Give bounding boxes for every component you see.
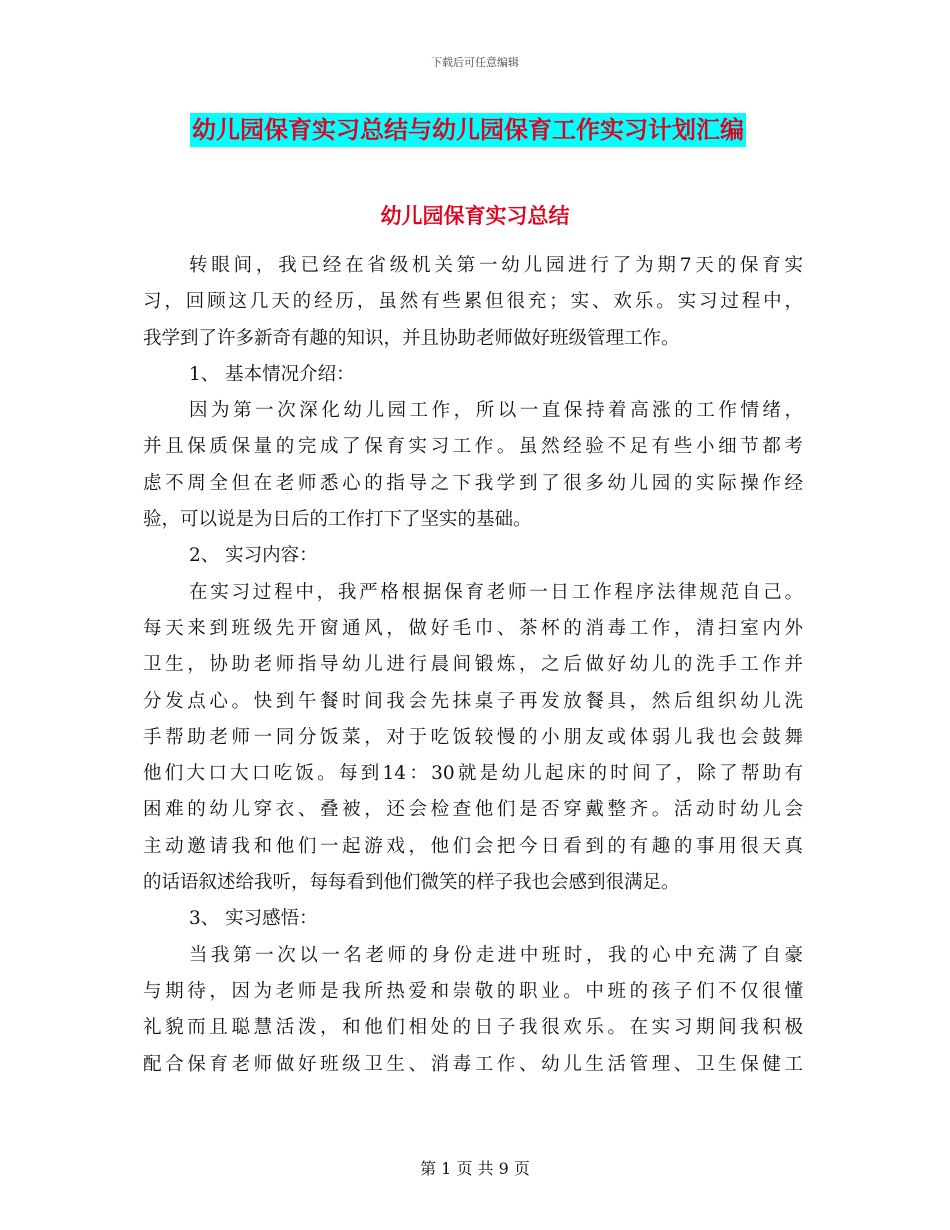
document-title: 幼儿园保育实习总结与幼儿园保育工作实习计划汇编 (190, 113, 746, 147)
paragraph-line: 卫生，协助老师指导幼儿进行晨间锻炼，之后做好幼儿的洗手工作并 (143, 654, 803, 676)
paragraph-line: 在实习过程中，我严格根据保育老师一日工作程序法律规范自己。 (189, 581, 803, 603)
list-heading: 2、 实习内容： (189, 545, 318, 567)
paragraph-line: 主动邀请我和他们一起游戏，他们会把今日看到的有趣的事用很天真 (143, 835, 803, 857)
paragraph-line: 手帮助老师一同分饭菜，对于吃饭较慢的小朋友或体弱儿我也会鼓舞 (143, 726, 803, 748)
page-footer: 第 1 页 共 9 页 (420, 1159, 530, 1178)
section-title: 幼儿园保育实习总结 (380, 203, 570, 228)
list-heading: 3、 实习感悟： (189, 908, 318, 930)
paragraph-line: 与期待，因为老师是我所热爱和崇敬的职业。中班的孩子们不仅很懂 (143, 980, 803, 1002)
paragraph-line: 虑不周全但在老师悉心的指导之下我学到了很多幼儿园的实际操作经 (143, 472, 803, 494)
paragraph-line: 习，回顾这几天的经历，虽然有些累但很充；实、欢乐。实习过程中， (143, 291, 803, 313)
paragraph-line: 每天来到班级先开窗通风，做好毛巾、茶杯的消毒工作，清扫室内外 (143, 617, 803, 639)
paragraph-line: 困难的幼儿穿衣、叠被，还会检查他们是否穿戴整齐。活动时幼儿会 (143, 799, 803, 821)
header-note: 下载后可任意编辑 (431, 56, 519, 69)
document-body (143, 248, 803, 1083)
paragraph-line: 转眼间，我已经在省级机关第一幼儿园进行了为期7天的保育实 (189, 255, 803, 276)
paragraph-line: 分发点心。快到午餐时间我会先抹桌子再发放餐具，然后组织幼儿洗 (143, 690, 803, 712)
paragraph-line: 验，可以说是为日后的工作打下了坚实的基础。 (143, 509, 532, 531)
paragraph-line: 他们大口大口吃饭。每到14：30就是幼儿起床的时间了，除了帮助有 (143, 763, 803, 785)
list-heading: 1、 基本情况介绍： (189, 363, 355, 385)
paragraph-line: 并且保质保量的完成了保育实习工作。虽然经验不足有些小细节都考 (143, 436, 803, 458)
paragraph-line: 配合保育老师做好班级卫生、消毒工作、幼儿生活管理、卫生保健工 (143, 1053, 803, 1075)
paragraph-line: 礼貌而且聪慧活泼，和他们相处的日子我很欢乐。在实习期间我积极 (143, 1017, 803, 1039)
paragraph-line: 我学到了许多新奇有趣的知识，并且协助老师做好班级管理工作。 (143, 327, 680, 349)
paragraph-line: 的话语叙述给我听，每每看到他们微笑的样子我也会感到很满足。 (143, 872, 680, 894)
paragraph-line: 当我第一次以一名老师的身份走进中班时，我的心中充满了自豪 (189, 944, 803, 966)
paragraph-line: 因为第一次深化幼儿园工作，所以一直保持着高涨的工作情绪， (189, 400, 803, 422)
